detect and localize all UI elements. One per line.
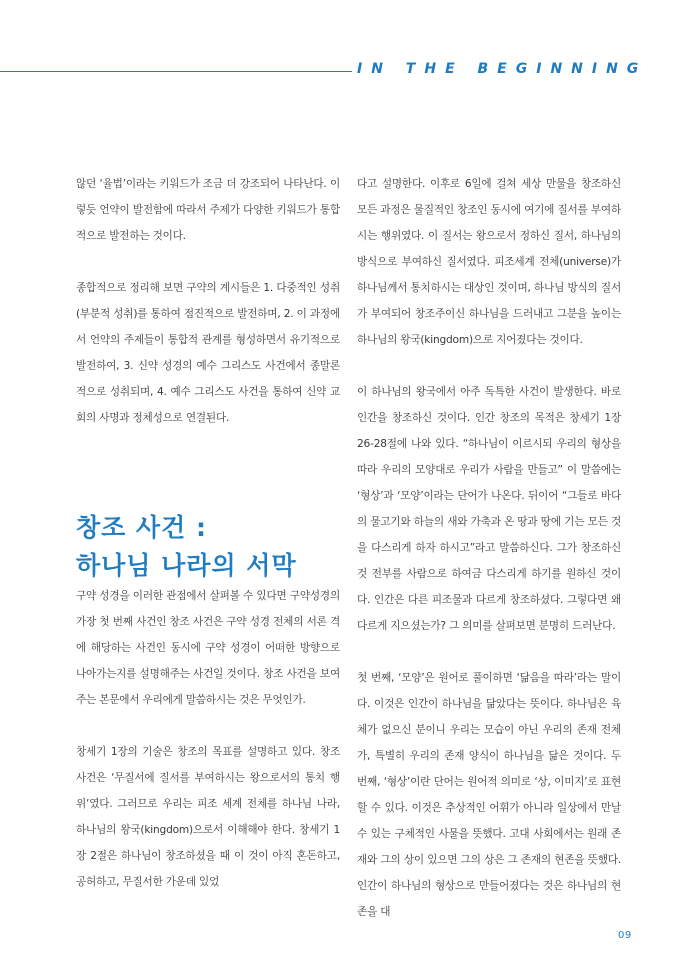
left-paragraph-4: 창세기 1장의 기술은 창조의 목표를 설명하고 있다. 창조 사건은 ‘무질서에 질서를 부여하시는 왕으로서의 통치 행위’였다. 그러므로 우리는 피조 세계 전체를 하나님 나라, 하나님의 왕국(kingdom)으로서 이해해야 한다. 창세기 1장 2절은 하나님이 창조하셨을 때 이 것이 아직 혼돈하고, 공허하고, 무질서한 가운데 있었 xyxy=(76,746,340,888)
running-title: IN THE BEGINNING xyxy=(357,61,648,77)
section-heading-block xyxy=(76,431,340,583)
section-heading-line-2: 하나님 나라의 서막 xyxy=(76,551,297,580)
section-heading-line-1: 창조 사건 : xyxy=(76,513,208,542)
left-paragraph-2: 종합적으로 정리해 보면 구약의 계시들은 1. 다중적인 성취(부분적 성취)를 통하여 점진적으로 발전하며, 2. 이 과정에서 언약의 주제들이 통합적 관계를 형성하면서 유기적으로 발전하여, 3. 신약 성경의 예수 그리스도 사건에서 종말론적으로 성취되며, 4. 예수 그리스도 사건을 통하여 신약 교회의 사명과 정체성으로 연결된다. xyxy=(76,282,340,424)
right-paragraph-2: 이 하나님의 왕국에서 아주 독특한 사건이 발생한다. 바로 인간을 창조하신 것이다. 인간 창조의 목적은 창세기 1장 26-28절에 나와 있다. “하나님이 이르시되 우리의 형상을 따라 우리의 모양대로 우리가 사람을 만들고” 이 말씀에는 ‘형상’과 ‘모양’이라는 단어가 나온다. 뒤이어 “그들로 바다의 물고기와 하늘의 새와 가축과 온 땅과 땅에 기는 모든 것을 다스리게 하자 하시고”라고 말씀하신다. 그가 창조하신 것 전부를 사람으로 하여금 다스리게 하기를 원하신 것이다. 인간은 다른 피조물과 다르게 창조하셨다. 그렇다면 왜 다르게 지으셨는가? 그 의미를 살펴보면 분명히 드러난다. xyxy=(357,386,621,632)
left-column xyxy=(76,171,340,895)
page-number: 09 xyxy=(618,930,632,941)
section-heading xyxy=(76,509,356,585)
left-paragraph-1: 않던 ‘율법’이라는 키워드가 조금 더 강조되어 나타난다. 이렇듯 언약이 발전함에 따라서 주제가 다양한 키워드가 통합적으로 발전하는 것이다. xyxy=(76,178,340,242)
right-column xyxy=(357,171,621,925)
right-paragraph-1: 다고 설명한다. 이후로 6일에 걸쳐 세상 만물을 창조하신 모든 과정은 물질적인 창조인 동시에 여기에 질서를 부여하시는 행위였다. 이 질서는 왕으로서 정하신 질서, 하나님의 방식으로 부여하신 질서였다. 피조세계 전체(universe)가 하나님께서 통치하시는 대상인 것이며, 하나님 방식의 질서가 부여되어 창조주이신 하나님을 드러내고 그분을 높이는 하나님의 왕국(kingdom)으로 지어졌다는 것이다. xyxy=(357,178,621,346)
header-rule xyxy=(0,71,352,72)
right-paragraph-3: 첫 번째, ‘모양’은 원어로 풀이하면 ‘닮음을 따라’라는 말이다. 이것은 인간이 하나님을 닮았다는 뜻이다. 하나님은 육체가 없으신 분이니 우리는 모습이 아닌 우리의 존재 전체가, 특별히 우리의 존재 양식이 하나님을 닮은 것이다. 두 번째, ‘형상’이란 단어는 원어적 의미로 ‘상, 이미지’로 표현할 수 있다. 이것은 추상적인 어휘가 아니라 일상에서 만날 수 있는 구체적인 사물을 뜻했다. 고대 사회에서는 원래 존재와 그의 상이 있으면 그의 상은 그 존재의 현존을 뜻했다. 인간이 하나님의 형상으로 만들어졌다는 것은 하나님의 현존을 대 xyxy=(357,672,621,918)
left-paragraph-3: 구약 성경을 이러한 관점에서 살펴볼 수 있다면 구약성경의 가장 첫 번째 사건인 창조 사건은 구약 성경 전체의 서론 격에 해당하는 사건인 동시에 구약 성경이 어떠한 방향으로 나아가는지를 설명해주는 사건일 것이다. 창조 사건을 보여주는 본문에서 우리에게 말씀하시는 것은 무엇인가. xyxy=(76,590,340,706)
